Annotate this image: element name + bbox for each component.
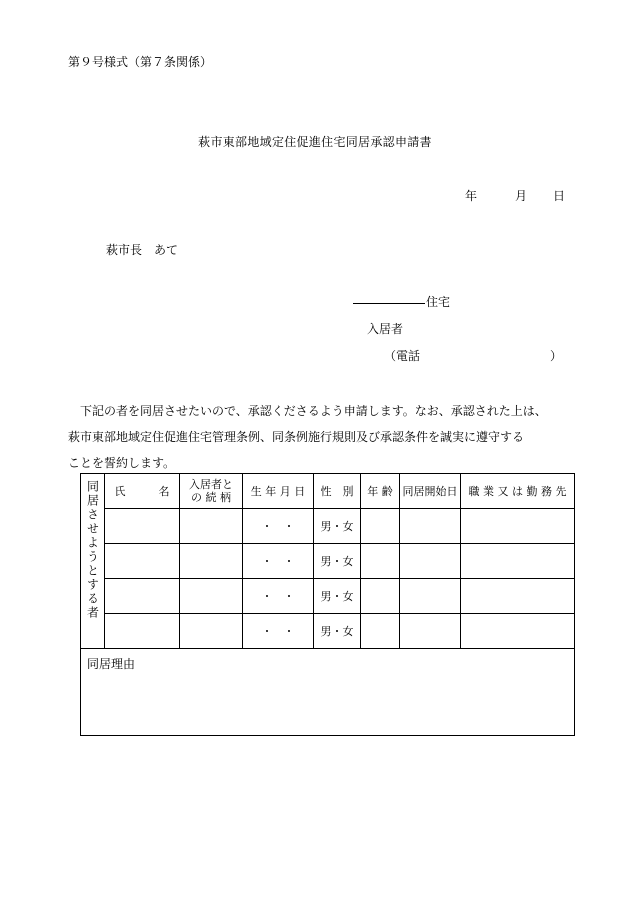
relation-cell[interactable] (180, 544, 243, 579)
occupation-cell[interactable] (461, 614, 575, 649)
header-age: 年 齢 (361, 474, 400, 509)
header-gender: 性 別 (314, 474, 361, 509)
paragraph-line: 萩市東部地域定住促進住宅管理条例、同条例施行規則及び承認条件を誠実に遵守する (68, 430, 525, 444)
relation-cell[interactable] (180, 509, 243, 544)
resident-label: 入居者 (367, 322, 404, 336)
date-day-label: 日 (553, 189, 566, 203)
birthdate-cell[interactable]: ・ ・ (243, 579, 314, 614)
gender-cell[interactable]: 男・女 (314, 614, 361, 649)
start-date-cell[interactable] (400, 544, 461, 579)
age-cell[interactable] (361, 614, 400, 649)
header-relation-line1: 入居者と (189, 478, 233, 491)
cohabitant-table (80, 473, 575, 736)
header-occupation: 職 業 又 は 勤 務 先 (461, 474, 575, 509)
name-cell[interactable] (105, 579, 180, 614)
name-cell[interactable] (105, 509, 180, 544)
name-cell[interactable] (105, 544, 180, 579)
table-row (81, 509, 575, 544)
table-row (81, 579, 575, 614)
phone-label: （電話 (384, 349, 421, 363)
occupation-cell[interactable] (461, 509, 575, 544)
date-year-label: 年 (465, 189, 478, 203)
paragraph-line: ことを誓約します。 (68, 456, 176, 470)
header-start-date: 同居開始日 (400, 474, 461, 509)
cohabitant-side-label-cell (81, 474, 105, 649)
residence-label: 住宅 (426, 295, 451, 309)
gender-cell[interactable]: 男・女 (314, 509, 361, 544)
phone-close-paren: ） (550, 349, 563, 363)
birthdate-cell[interactable]: ・ ・ (243, 509, 314, 544)
occupation-cell[interactable] (461, 544, 575, 579)
declaration-paragraph (68, 398, 568, 476)
header-name: 氏 名 (105, 474, 180, 509)
table-row (81, 614, 575, 649)
age-cell[interactable] (361, 509, 400, 544)
gender-cell[interactable]: 男・女 (314, 544, 361, 579)
start-date-cell[interactable] (400, 509, 461, 544)
residence-blank-line (353, 303, 425, 304)
age-cell[interactable] (361, 544, 400, 579)
birthdate-cell[interactable]: ・ ・ (243, 614, 314, 649)
header-relation (180, 474, 243, 509)
birthdate-cell[interactable]: ・ ・ (243, 544, 314, 579)
reason-label: 同居理由 (87, 657, 136, 671)
document-title: 萩市東部地域定住促進住宅同居承認申請書 (198, 135, 432, 149)
date-month-label: 月 (515, 189, 528, 203)
name-cell[interactable] (105, 614, 180, 649)
gender-cell[interactable]: 男・女 (314, 579, 361, 614)
reason-field[interactable] (81, 649, 575, 736)
start-date-cell[interactable] (400, 579, 461, 614)
paragraph-line: 下記の者を同居させたいので、承認くださるよう申請します。なお、承認された上は、 (68, 404, 547, 418)
relation-cell[interactable] (180, 579, 243, 614)
start-date-cell[interactable] (400, 614, 461, 649)
relation-cell[interactable] (180, 614, 243, 649)
header-relation-line2: の 続 柄 (191, 491, 231, 504)
table-row (81, 544, 575, 579)
form-number: 第９号様式（第７条関係） (68, 55, 213, 69)
cohabitant-side-label: 同居させようとする者 (85, 480, 100, 620)
addressee: 萩市長 あて (106, 243, 179, 257)
occupation-cell[interactable] (461, 579, 575, 614)
header-birthdate: 生 年 月 日 (243, 474, 314, 509)
age-cell[interactable] (361, 579, 400, 614)
